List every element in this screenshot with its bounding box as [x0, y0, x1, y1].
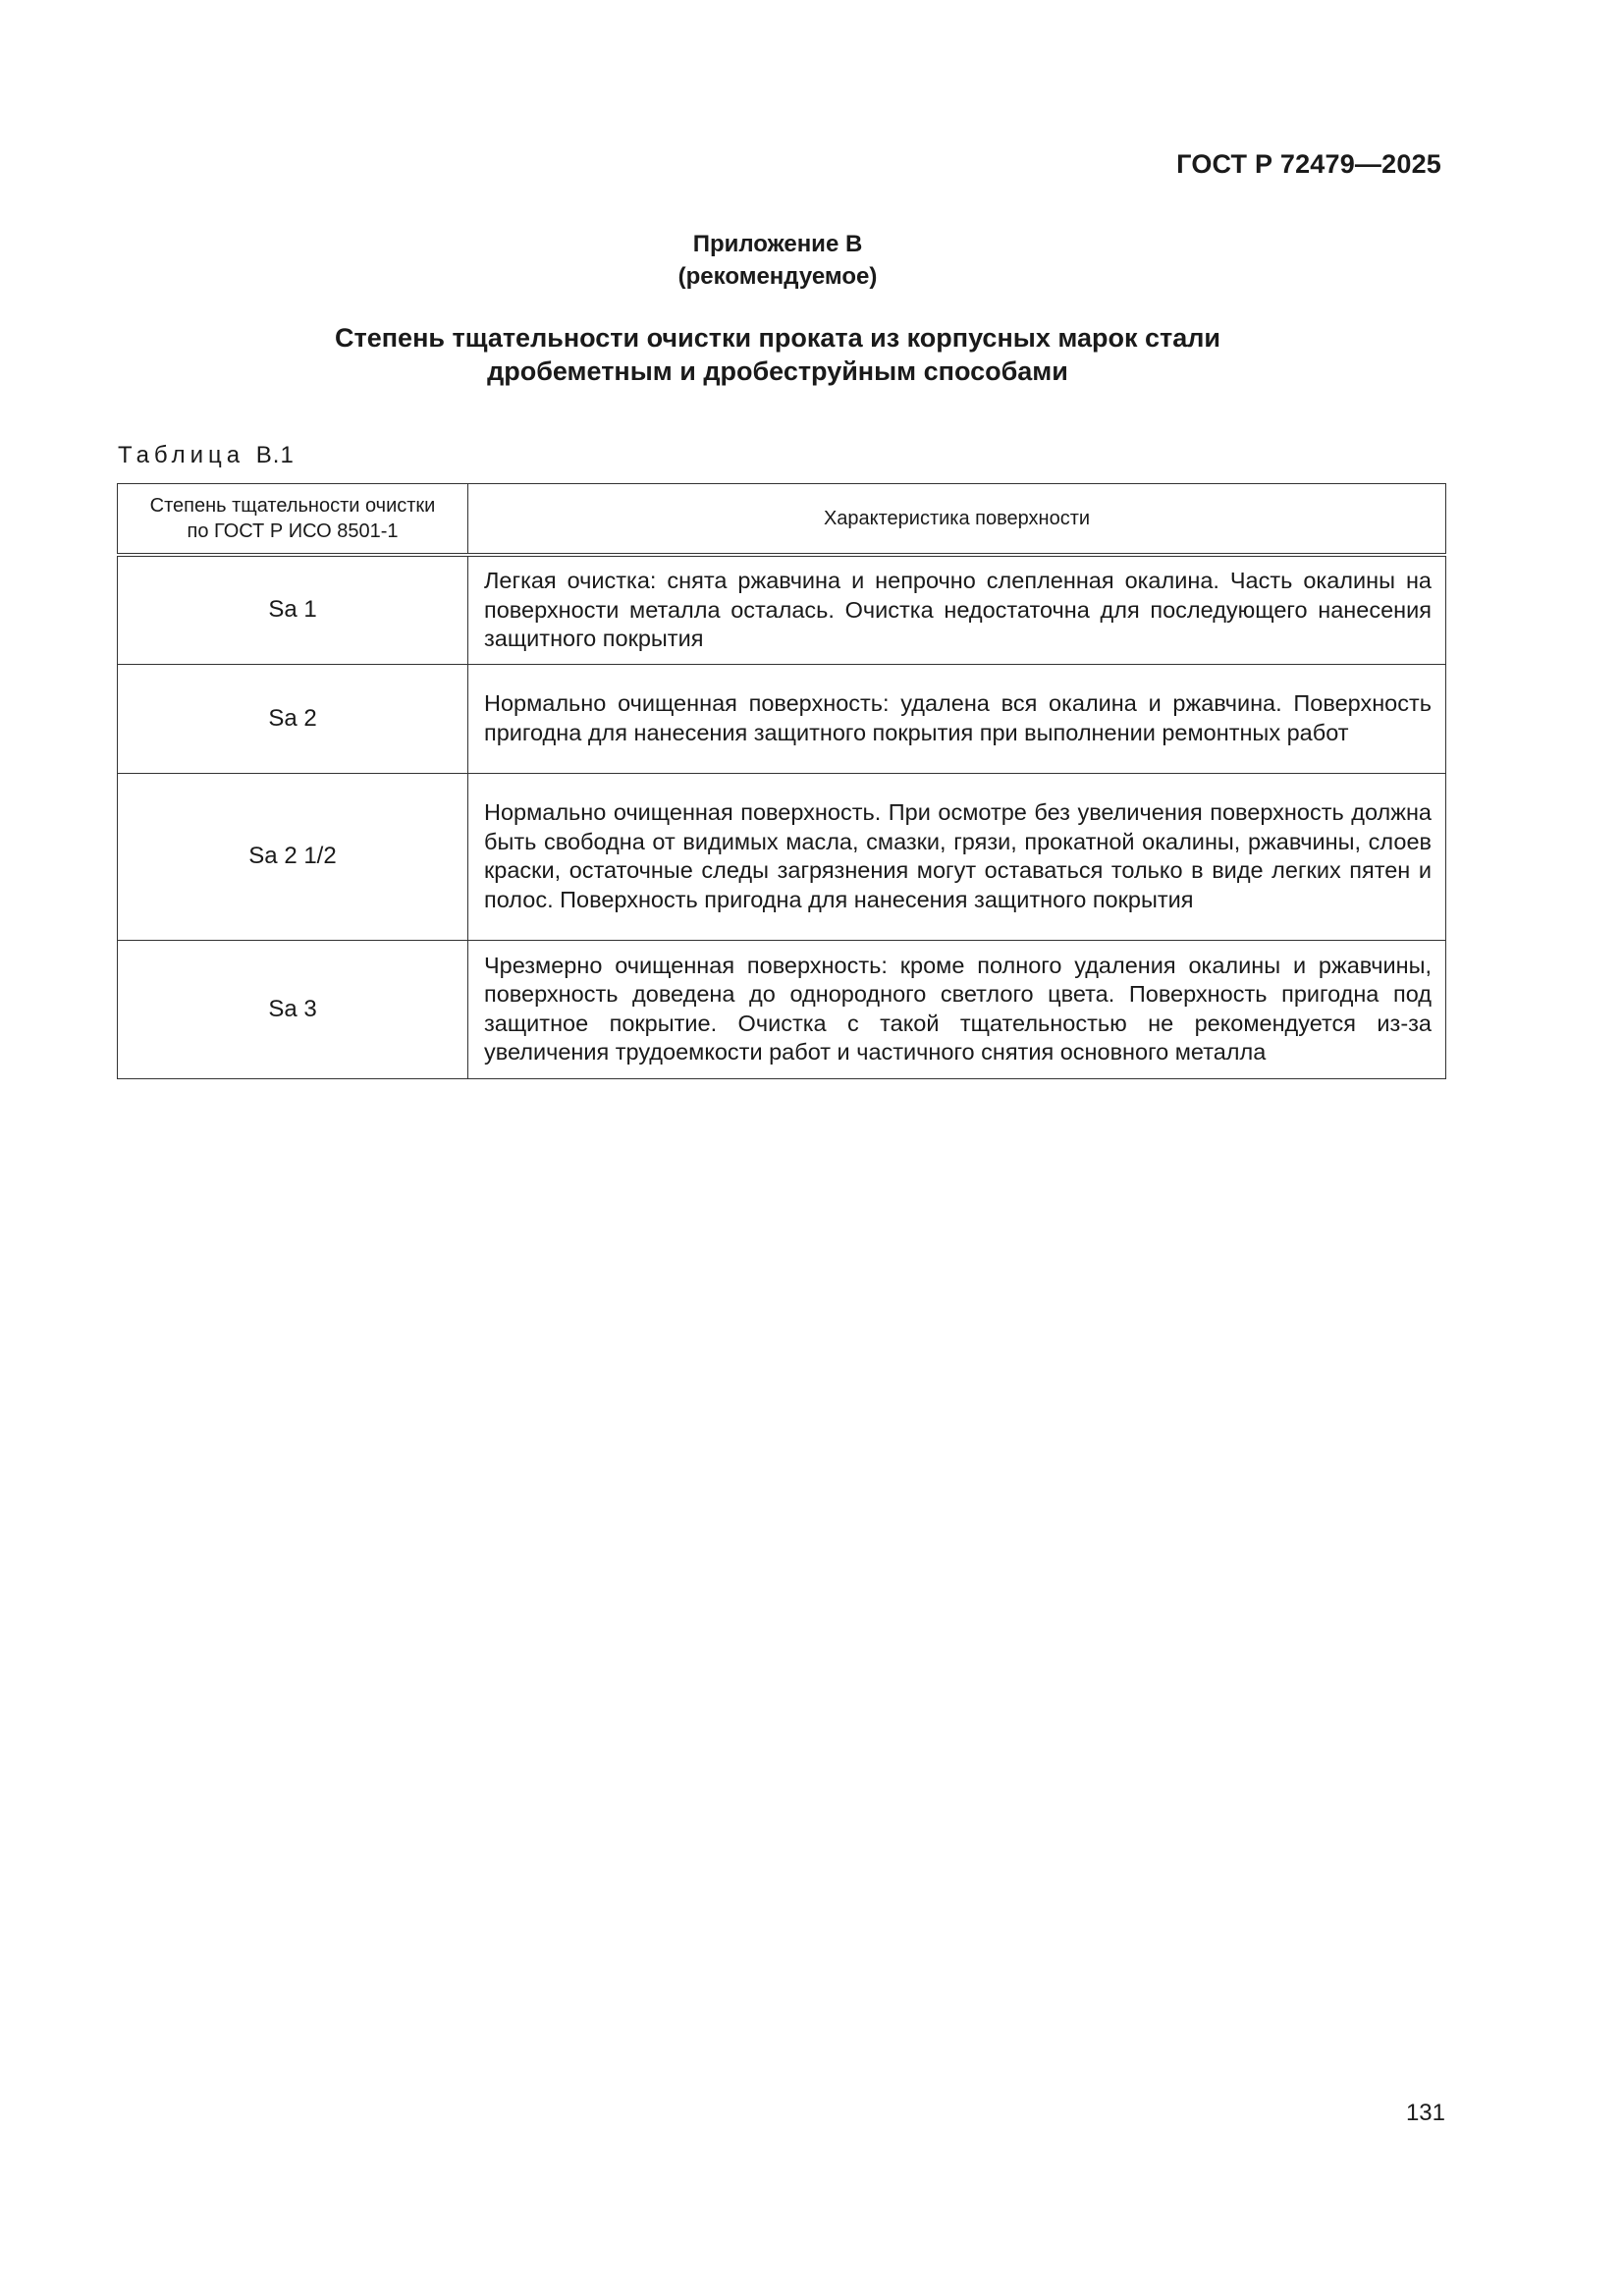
header-grade-line-1: Степень тщательности очистки	[149, 495, 436, 517]
description-cell: Легкая очистка: снята ржавчина и непрочно слепленная окалина. Часть окалины на поверхности металла осталась. Очистка недостаточна для последующего нанесения защитного покрытия	[468, 555, 1446, 664]
table-caption	[118, 442, 295, 469]
table-caption-word: Таблица	[118, 442, 245, 468]
grade-cell: Sa 3	[118, 940, 468, 1078]
table-caption-number: В.1	[255, 442, 295, 468]
cleaning-grade-table	[117, 483, 1446, 1079]
header-cell-characteristic: Характеристика поверхности	[468, 484, 1446, 556]
appendix-status: (рекомендуемое)	[677, 263, 878, 290]
title-line-2: дробеметным и дробеструйным способами	[487, 356, 1068, 386]
grade-cell: Sa 2 1/2	[118, 773, 468, 940]
page-number: 131	[1405, 2100, 1445, 2126]
grade-cell: Sa 1	[118, 555, 468, 664]
header-grade-line-2: по ГОСТ Р ИСО 8501-1	[187, 520, 399, 542]
description-cell: Нормально очищенная поверхность. При осмотре без увеличения поверхность должна быть свободна от видимых масла, смазки, грязи, прокатной окалины, ржавчины, слоев краски, остаточные следы загрязнения могут оставаться только в виде легких пятен и полос. Поверхность пригодна для нанесения защитного покрытия	[468, 773, 1446, 940]
table-row	[118, 940, 1446, 1078]
standard-code: ГОСТ Р 72479—2025	[1176, 149, 1441, 179]
grade-cell: Sa 2	[118, 664, 468, 773]
appendix-heading	[0, 228, 1555, 293]
header-cell-grade	[118, 484, 468, 556]
document-title	[0, 321, 1555, 388]
title-line-1: Степень тщательности очистки проката из корпусных марок стали	[335, 323, 1220, 353]
description-cell: Чрезмерно очищенная поверхность: кроме полного удаления окалины и ржавчины, поверхность доведена до однородного светлого цвета. Поверхность пригодна под защитное покрытие. Очистка с такой тщательностью не рекомендуется из-за увеличения трудоемкости работ и частичного снятия основного металла	[468, 940, 1446, 1078]
table-row	[118, 773, 1446, 940]
table-header-row	[118, 484, 1446, 556]
table-row	[118, 555, 1446, 664]
appendix-label: Приложение В	[692, 231, 863, 257]
table-row	[118, 664, 1446, 773]
description-cell: Нормально очищенная поверхность: удалена вся окалина и ржавчина. Поверхность пригодна для нанесения защитного покрытия при выполнении ремонтных работ	[468, 664, 1446, 773]
